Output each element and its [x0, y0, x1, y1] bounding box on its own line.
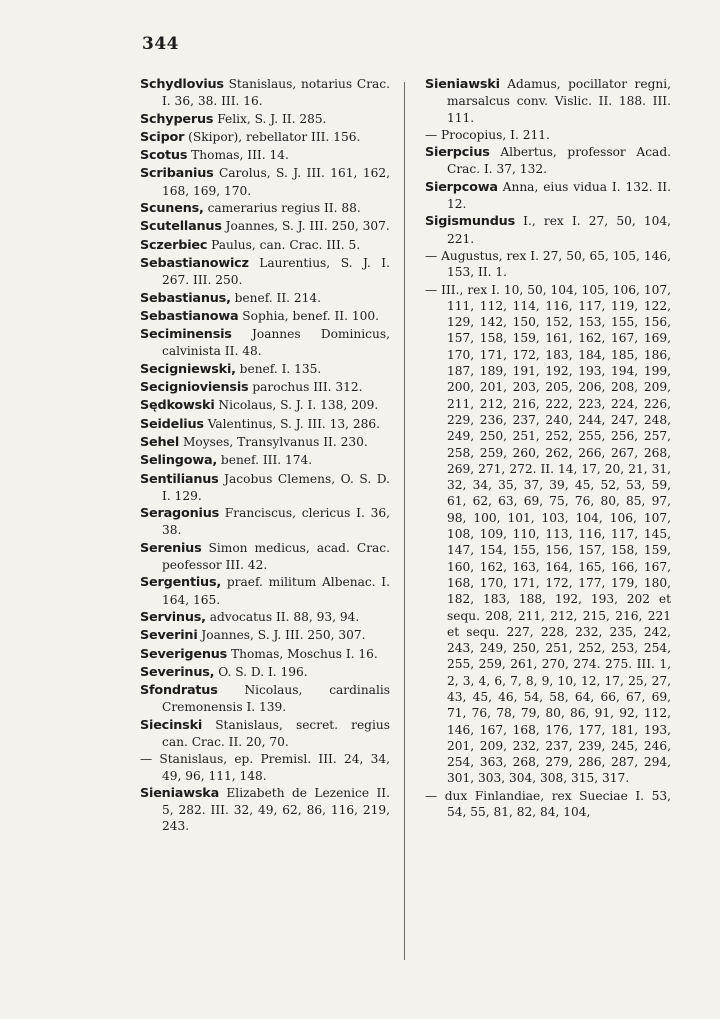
entry-references: O. S. D. I. 196. — [214, 664, 308, 679]
index-entry — [425, 179, 671, 213]
index-entry — [140, 471, 390, 505]
index-entry — [425, 127, 671, 143]
column-divider — [404, 82, 405, 960]
entry-headword: Seciminensis — [140, 327, 232, 343]
index-entry — [140, 361, 390, 378]
entry-headword: Serenius — [140, 540, 202, 556]
index-entry — [140, 237, 390, 254]
entry-headword: Sierpcowa — [425, 179, 498, 195]
entry-references: Elizabeth de Lezenice II. 5, 282. III. 32, 49, 62, 86, 116, 219, 243. — [162, 785, 390, 834]
entry-headword: Seragonius — [140, 506, 220, 522]
entry-references: — Stanislaus, ep. Premisl. III. 24, 34, 49, 96, 111, 148. — [140, 752, 390, 783]
entry-references: benef. I. 135. — [235, 361, 322, 376]
entry-references: Jacobus Clemens, O. S. D. I. 129. — [162, 471, 390, 503]
entry-references: Albertus, professor Acad. Crac. I. 37, 132. — [447, 145, 671, 177]
entry-references: Laurentius, S. J. I. 267. III. 250. — [162, 255, 390, 288]
index-entry — [140, 255, 390, 289]
entry-references: parochus III. 312. — [248, 380, 363, 395]
entry-references: Stanislaus, notarius Crac. I. 36, 38. III. 16. — [162, 77, 390, 109]
index-entry — [140, 627, 390, 644]
entry-headword: Selingowa, — [140, 453, 218, 469]
index-entry — [140, 609, 390, 626]
entry-references: Carolus, S. J. III. 161, 162, 168, 169, 170. — [162, 166, 390, 198]
entry-references: Thomas, Moschus I. 16. — [227, 646, 378, 661]
entry-references: — Augustus, rex I. 27, 50, 65, 105, 146, 153, II. 1. — [425, 248, 671, 280]
entry-headword: Sergentius, — [140, 575, 222, 591]
entry-headword: Scribanius — [140, 166, 214, 182]
entry-headword: Severigenus — [140, 646, 228, 662]
index-entry — [140, 717, 390, 751]
entry-headword: Seidelius — [140, 416, 204, 432]
index-entry — [140, 416, 390, 433]
entry-references: Valentinus, S. J. III. 13, 286. — [203, 416, 381, 431]
entry-headword: Scunens, — [140, 201, 204, 217]
entry-headword: Sfondratus — [140, 683, 218, 699]
entry-references: benef. III. 174. — [217, 453, 313, 468]
index-entry — [140, 452, 390, 469]
index-entry — [140, 290, 390, 307]
entry-headword: Schydlovius — [140, 77, 224, 92]
entry-references: — Procopius, I. 211. — [425, 127, 550, 142]
entry-references: (Skipor), rebellator III. 156. — [184, 129, 361, 144]
entry-references: Paulus, can. Crac. III. 5. — [207, 237, 361, 252]
entry-headword: Scutellanus — [140, 219, 222, 235]
entry-references: I., rex I. 27, 50, 104, 221. — [447, 214, 671, 246]
entry-references: Anna, eius vidua I. 132. II. 12. — [447, 179, 671, 212]
index-entry — [425, 144, 671, 178]
entry-references: camerarius regius II. 88. — [203, 201, 361, 216]
entry-headword: Sczerbiec — [140, 237, 208, 253]
entry-headword: Secigniewski, — [140, 361, 236, 377]
index-entry — [140, 751, 390, 784]
index-entry — [425, 213, 671, 247]
index-entry — [425, 282, 671, 787]
entry-references: Joannes, S. J. III. 250, 307. — [197, 628, 366, 643]
entry-references: Stanislaus, secret. regius can. Crac. II. 20, 70. — [162, 717, 390, 749]
entry-headword: Sigismundus — [425, 214, 516, 230]
entry-references: Nicolaus, S. J. I. 138, 209. — [214, 398, 379, 413]
entry-references: Joannes, S. J. III. 250, 307. — [221, 219, 390, 234]
index-entry — [140, 505, 390, 539]
index-entry — [140, 76, 390, 110]
entry-headword: Scotus — [140, 148, 188, 164]
index-entry — [140, 218, 390, 235]
index-entry — [140, 682, 390, 716]
index-entry — [140, 200, 390, 217]
entry-headword: Sierpcius — [425, 145, 490, 161]
entry-references: Thomas, III. 14. — [187, 148, 289, 163]
index-entry — [425, 788, 671, 821]
entry-headword: Servinus, — [140, 609, 206, 625]
entry-headword: Secignioviensis — [140, 380, 249, 396]
entry-headword: Sebastianowicz — [140, 255, 249, 271]
index-entry — [140, 111, 390, 128]
entry-references: advocatus II. 88, 93, 94. — [205, 609, 360, 624]
entry-headword: Siecinski — [140, 717, 203, 733]
entry-headword: Sebastianus, — [140, 290, 231, 306]
entry-references: Franciscus, clericus I. 36, 38. — [162, 506, 390, 538]
entry-headword: Sebastianowa — [140, 308, 239, 324]
entry-headword: Sieniawska — [140, 785, 219, 801]
entry-references: — III., rex I. 10, 50, 104, 105, 106, 107, 111, 112, 114, 116, 117, 119, 122, 129, 142, 150, 152, 153, 155, 156, 157, 158, 159, 161, 162, 167, 169, 170, 171, 172, 183, 184, 185, 186, 187, 189, 191, 192, 193, 194, 199, 200, 201, 203, 205, 206, 208, 209, 211, 212, 216, 222, 223, 224, 226, 229, 236, 237, 240, 244, 247, 248, 249, 250, 251, 252, 255, 256, 257, 258, 259, 260, 262, 266, 267, 268, 269, 271, 272. II. 14, 17, 20, 21, 31, 32, 34, 35, 37, 39, 45, 52, 53, 59, 61, 62, 63, 69, 75, 76, 80, 85, 97, 98, 100, 101, 103, 104, 106, 107, 108, 109, 110, 113, 116, 117, 145, 147, 154, 155, 156, 157, 158, 159, 160, 162, 163, 164, 165, 166, 167, 168, 170, 171, 172, 177, 179, 180, 182, 183, 188, 192, 193, 202 et sequ. 208, 211, 212, 215, 216, 221 et sequ. 227, 228, 232, 235, 242, 243, 249, 250, 251, 252, 253, 254, 255, 259, 261, 270, 274. 275. III. 1, 2, 3, 4, 6, 7, 8, 9, 10, 12, 17, 25, 27, 43, 45, 46, 54, 58, 64, 66, 67, 69, 71, 76, 78, 79, 80, 86, 91, 92, 112, 146, 167, 168, 176, 177, 181, 193, 201, 209, 232, 237, 239, 245, 246, 254, 363, 268, 279, 286, 287, 294, 301, 303, 304, 308, 315, 317. — [425, 282, 671, 786]
entry-references: Felix, S. J. II. 285. — [213, 111, 327, 126]
entry-references: praef. militum Albenac. I. 164, 165. — [162, 575, 390, 607]
entry-references: Moyses, Transylvanus II. 230. — [179, 434, 368, 449]
entry-headword: Scipor — [140, 129, 185, 145]
index-entry — [140, 129, 390, 146]
entry-references: Joannes Dominicus, calvinista II. 48. — [162, 327, 390, 359]
entry-references: Simon medicus, acad. Crac. peofessor III. 42. — [162, 540, 390, 573]
entry-headword: Sędkowski — [140, 398, 215, 414]
index-entry — [140, 147, 390, 164]
index-entry — [140, 785, 390, 835]
entry-references: benef. II. 214. — [230, 290, 322, 305]
index-entry — [140, 397, 390, 414]
index-entry — [140, 326, 390, 360]
entry-headword: Sehel — [140, 434, 180, 450]
index-entry — [140, 165, 390, 199]
page-number: 344 — [142, 34, 179, 54]
entry-references: Adamus, pocillator regni, marsalcus conv. Vislic. II. 188. III. 111. — [447, 77, 671, 125]
entry-references: Nicolaus, cardinalis Cremonensis I. 139. — [162, 683, 390, 715]
index-entry — [140, 540, 390, 574]
entry-headword: Sentilianus — [140, 471, 219, 487]
index-column-left — [140, 76, 390, 836]
entry-references: Sophia, benef. II. 100. — [238, 308, 379, 323]
index-entry — [140, 434, 390, 451]
entry-references: — dux Finlandiae, rex Sueciae I. 53, 54, 55, 81, 82, 84, 104, — [425, 788, 671, 820]
index-entry — [140, 308, 390, 325]
entry-headword: Severinus, — [140, 664, 215, 680]
index-entry — [140, 574, 390, 608]
index-entry — [140, 646, 390, 663]
index-column-right — [425, 76, 671, 821]
index-entry — [140, 379, 390, 396]
entry-headword: Schyperus — [140, 111, 214, 127]
entry-headword: Severini — [140, 628, 198, 644]
index-entry — [425, 248, 671, 281]
index-entry — [140, 664, 390, 681]
index-entry — [425, 76, 671, 126]
entry-headword: Sieniawski — [425, 77, 500, 92]
